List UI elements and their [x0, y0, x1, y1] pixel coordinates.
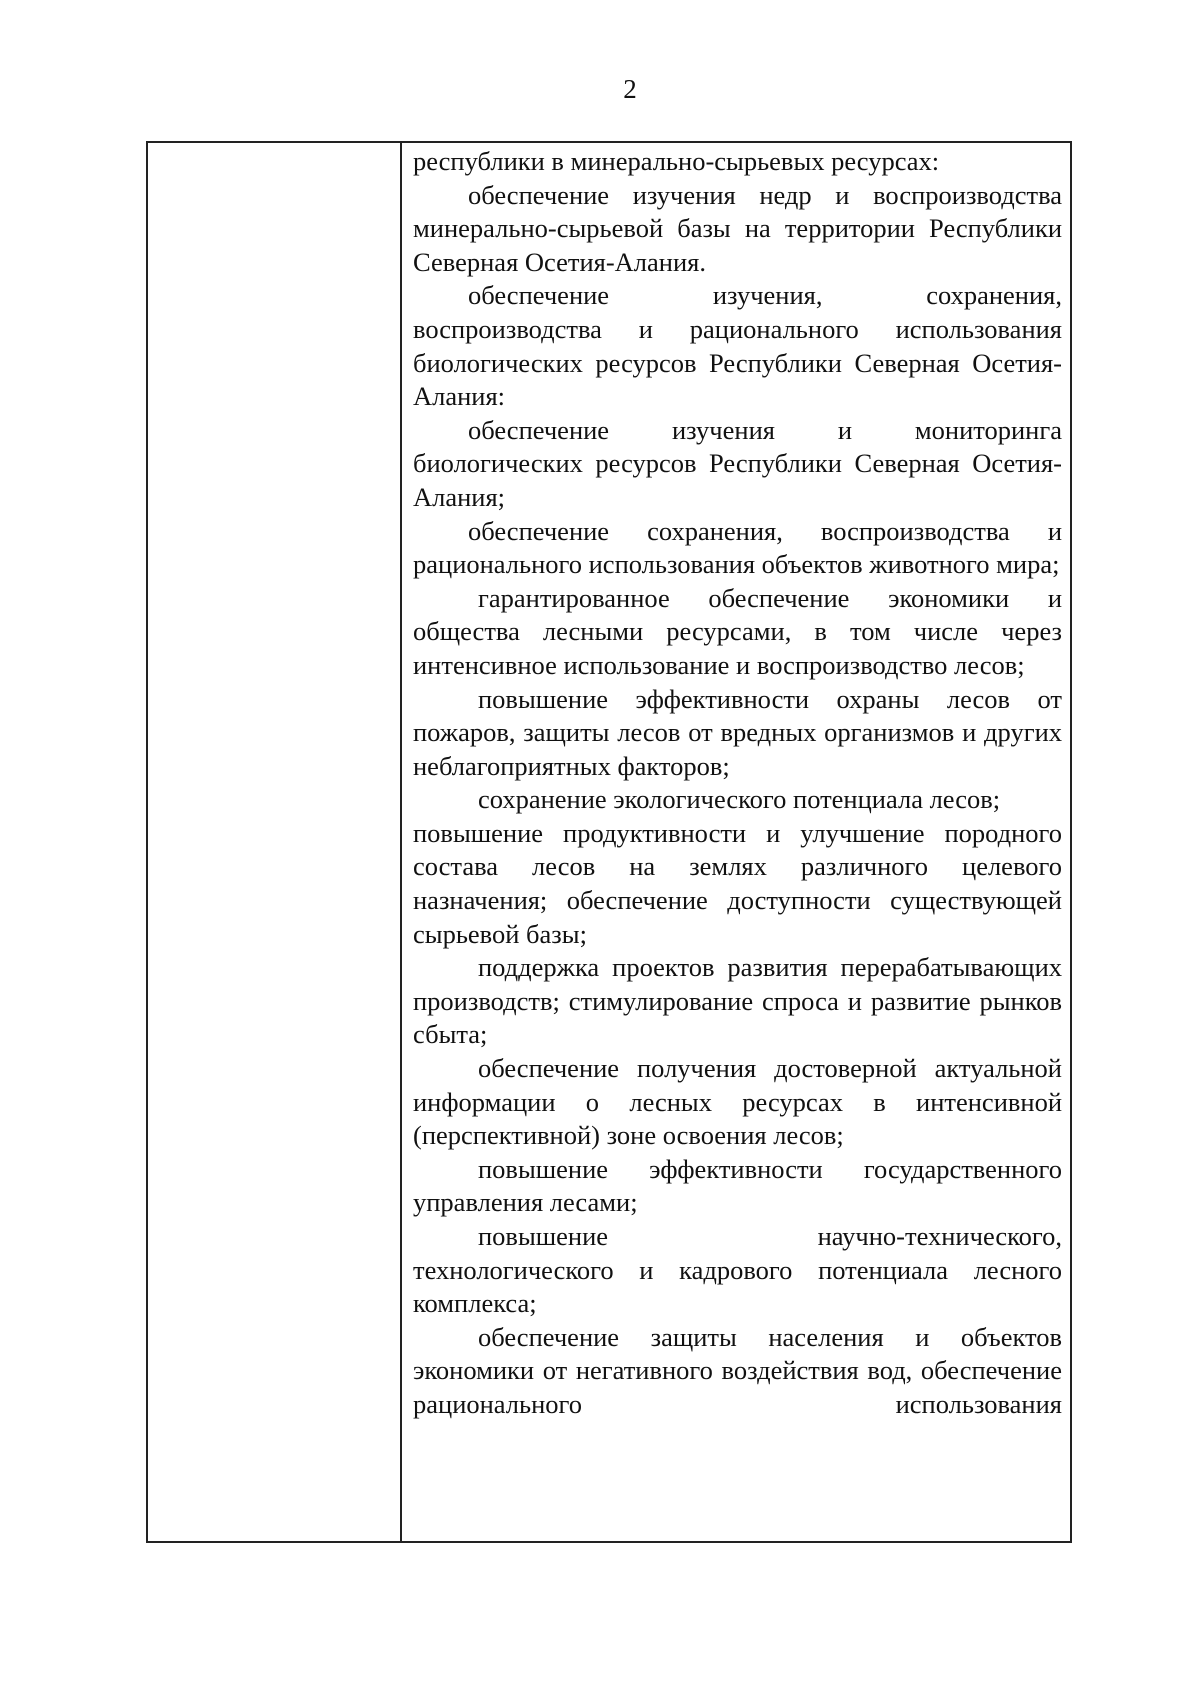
paragraph-biological-monitoring: обеспечение изучения и мониторинга биологических ресурсов Республики Северная Осетия-Алания; [413, 414, 1062, 512]
paragraph-ecological-potential: сохранение экологического потенциала лесов; [478, 784, 1001, 815]
paragraph-scientific-potential: повышение научно-технического, технологического и кадрового потенциала лесного комплекса; [413, 1221, 1062, 1319]
paragraph-biological-resources: обеспечение изучения, сохранения, воспроизводства и рационального использования биологических ресурсов Республики Северная Осетия-Алания: [413, 280, 1062, 412]
paragraph-mineral-resources: республики в минерально-сырьевых ресурсах: [413, 146, 940, 176]
paragraph-forest-information: обеспечение получения достоверной актуальной информации о лесных ресурсах в интенсивной (перспективной) зоне освоения лесов; [413, 1053, 1062, 1151]
table-left-cell [148, 143, 402, 1541]
page-number: 2 [623, 74, 637, 104]
paragraph-subsoil-study: обеспечение изучения недр и воспроизводства минерально-сырьевой базы на территории Республики Северная Осетия-Алания. [413, 179, 1062, 277]
paragraph-water-protection: обеспечение защиты населения и объектов экономики от негативного воздействия вод, обеспечение рационального использования [413, 1321, 1062, 1419]
paragraph-wildlife: обеспечение сохранения, воспроизводства и рационального использования объектов животного мира; [413, 515, 1062, 580]
document-table [146, 141, 1072, 1543]
paragraph-processing-projects: поддержка проектов развития перерабатывающих производств; стимулирование спроса и развитие рынков сбыта; [413, 952, 1062, 1050]
paragraph-forest-supply: гарантированное обеспечение экономики и общества лесными ресурсами, в том числе через интенсивное использование и воспроизводство лесов; [413, 582, 1062, 680]
table-right-cell [402, 143, 1070, 1541]
paragraph-productivity: повышение продуктивности и улучшение породного состава лесов на землях различного целевого назначения; обеспечение доступности существующей сырьевой базы; [413, 817, 1062, 949]
paragraph-forest-protection: повышение эффективности охраны лесов от пожаров, защиты лесов от вредных организмов и других неблагоприятных факторов; [413, 683, 1062, 781]
paragraph-forest-management: повышение эффективности государственного управления лесами; [413, 1153, 1062, 1218]
